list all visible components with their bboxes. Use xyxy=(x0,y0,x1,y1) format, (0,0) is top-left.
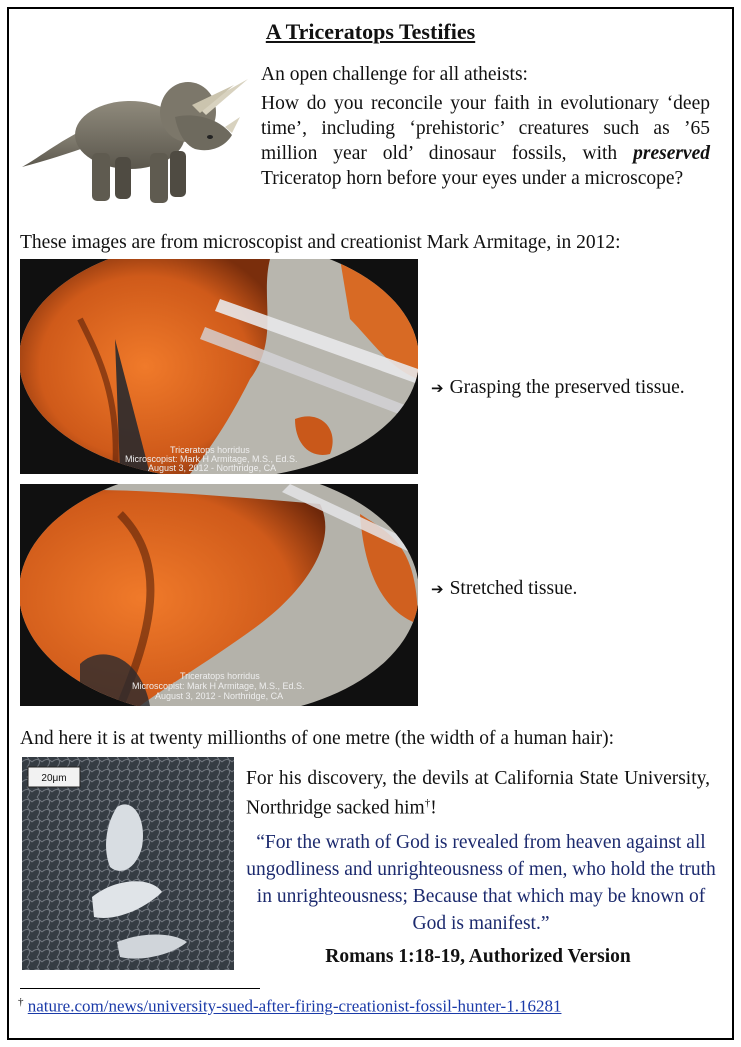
footnote-divider xyxy=(20,988,260,989)
electron-microscope-image xyxy=(22,757,234,970)
microscope-image-grasping xyxy=(20,259,418,474)
images-intro: These images are from microscopist and creationist Mark Armitage, in 2012: xyxy=(20,232,621,253)
bible-quote: “For the wrath of God is revealed from heaven against all ungodliness and unrighteousness of men, who hold the truth in unrighteousness; Because that which may be known of God is manifest.” xyxy=(246,832,716,934)
overlay-line: Microscopist: Mark H Armitage, M.S., Ed.S. xyxy=(132,681,305,691)
challenge-line: An open challenge for all atheists: xyxy=(261,64,528,85)
footnote xyxy=(18,996,561,1017)
question-part-1: How do you reconcile your faith in evolutionary ‘deep time’, including ‘prehistoric’ creatures such as ’65 million year old’ dinosaur fossils, with xyxy=(261,93,710,164)
arrow-right-icon: ➔ xyxy=(431,379,444,397)
scale-text: And here it is at twenty millionths of one metre (the width of a human hair): xyxy=(20,728,615,749)
bible-reference: Romans 1:18-19, Authorized Version xyxy=(325,946,631,967)
discovery-text xyxy=(246,766,710,821)
discovery-body: For his discovery, the devils at California State University, Northridge sacked him xyxy=(246,768,710,819)
question-part-2: Triceratop horn before your eyes under a microscope? xyxy=(261,168,684,189)
source-link[interactable]: nature.com/news/university-sued-after-firing-creationist-fossil-hunter-1.16281 xyxy=(27,996,562,1016)
caption-text: Stretched tissue. xyxy=(449,578,578,599)
overlay-line: Triceratops horridus xyxy=(180,671,260,681)
triceratops-illustration xyxy=(20,57,250,217)
overlay-line: Triceratops horridus xyxy=(170,445,250,455)
arrow-right-icon: ➔ xyxy=(431,580,444,598)
discovery-end: ! xyxy=(430,797,437,819)
footnote-mark: † xyxy=(18,996,24,1008)
overlay-line: August 3, 2012 - Northridge, CA xyxy=(148,463,277,473)
scale-bar-label: 20μm xyxy=(41,773,67,784)
caption-grasping xyxy=(431,377,685,399)
page-title: A Triceratops Testifies xyxy=(265,19,476,44)
question-emphasis: preserved xyxy=(633,143,710,164)
caption-stretched xyxy=(431,578,577,600)
overlay-line: August 3, 2012 - Northridge, CA xyxy=(155,691,284,701)
caption-text: Grasping the preserved tissue. xyxy=(449,377,685,398)
footnote-mark: † xyxy=(424,797,431,809)
challenge-question xyxy=(261,91,710,191)
overlay-line: Microscopist: Mark H Armitage, M.S., Ed.S. xyxy=(125,454,298,464)
microscope-image-stretched xyxy=(20,484,418,706)
